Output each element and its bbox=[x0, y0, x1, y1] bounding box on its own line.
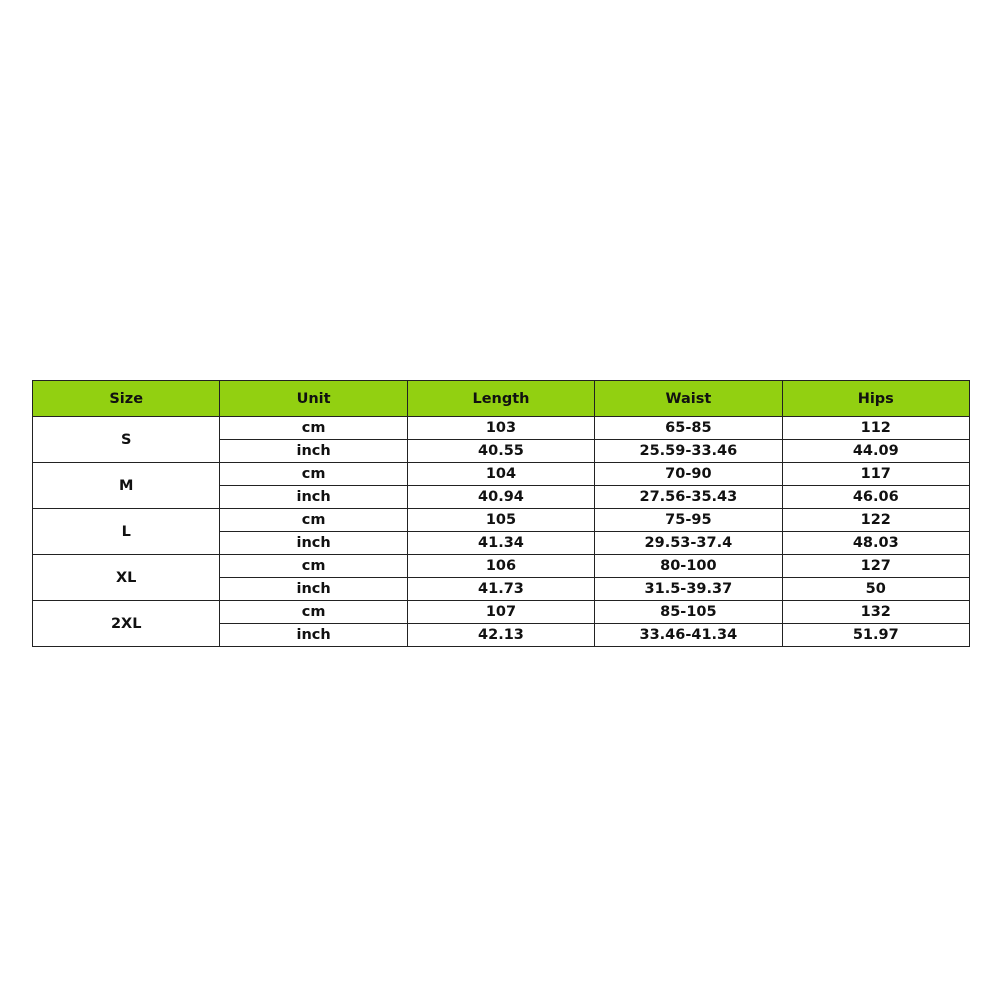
unit-cell: cm bbox=[220, 601, 407, 624]
size-chart-table bbox=[32, 380, 970, 647]
waist-cell: 75-95 bbox=[595, 509, 782, 532]
length-cell: 107 bbox=[407, 601, 594, 624]
unit-cell: inch bbox=[220, 532, 407, 555]
hips-cell: 122 bbox=[782, 509, 969, 532]
size-cell: L bbox=[33, 509, 220, 555]
length-cell: 40.94 bbox=[407, 486, 594, 509]
header-row bbox=[33, 381, 970, 417]
hips-cell: 50 bbox=[782, 578, 969, 601]
header-waist: Waist bbox=[595, 381, 782, 417]
unit-cell: inch bbox=[220, 624, 407, 647]
size-cell: XL bbox=[33, 555, 220, 601]
table-row bbox=[33, 417, 970, 440]
length-cell: 42.13 bbox=[407, 624, 594, 647]
length-cell: 41.34 bbox=[407, 532, 594, 555]
header-size: Size bbox=[33, 381, 220, 417]
length-cell: 103 bbox=[407, 417, 594, 440]
unit-cell: cm bbox=[220, 417, 407, 440]
waist-cell: 33.46-41.34 bbox=[595, 624, 782, 647]
waist-cell: 27.56-35.43 bbox=[595, 486, 782, 509]
unit-cell: cm bbox=[220, 463, 407, 486]
length-cell: 40.55 bbox=[407, 440, 594, 463]
length-cell: 105 bbox=[407, 509, 594, 532]
unit-cell: cm bbox=[220, 555, 407, 578]
hips-cell: 51.97 bbox=[782, 624, 969, 647]
waist-cell: 29.53-37.4 bbox=[595, 532, 782, 555]
table-row bbox=[33, 463, 970, 486]
header-unit: Unit bbox=[220, 381, 407, 417]
unit-cell: inch bbox=[220, 440, 407, 463]
length-cell: 104 bbox=[407, 463, 594, 486]
size-cell: M bbox=[33, 463, 220, 509]
unit-cell: cm bbox=[220, 509, 407, 532]
waist-cell: 65-85 bbox=[595, 417, 782, 440]
waist-cell: 80-100 bbox=[595, 555, 782, 578]
hips-cell: 44.09 bbox=[782, 440, 969, 463]
header-hips: Hips bbox=[782, 381, 969, 417]
unit-cell: inch bbox=[220, 486, 407, 509]
hips-cell: 46.06 bbox=[782, 486, 969, 509]
hips-cell: 132 bbox=[782, 601, 969, 624]
size-cell: 2XL bbox=[33, 601, 220, 647]
waist-cell: 31.5-39.37 bbox=[595, 578, 782, 601]
table-row bbox=[33, 509, 970, 532]
hips-cell: 127 bbox=[782, 555, 969, 578]
unit-cell: inch bbox=[220, 578, 407, 601]
waist-cell: 85-105 bbox=[595, 601, 782, 624]
header-length: Length bbox=[407, 381, 594, 417]
hips-cell: 112 bbox=[782, 417, 969, 440]
waist-cell: 25.59-33.46 bbox=[595, 440, 782, 463]
waist-cell: 70-90 bbox=[595, 463, 782, 486]
length-cell: 41.73 bbox=[407, 578, 594, 601]
table-row bbox=[33, 601, 970, 624]
size-cell: S bbox=[33, 417, 220, 463]
table-row bbox=[33, 555, 970, 578]
hips-cell: 48.03 bbox=[782, 532, 969, 555]
hips-cell: 117 bbox=[782, 463, 969, 486]
length-cell: 106 bbox=[407, 555, 594, 578]
